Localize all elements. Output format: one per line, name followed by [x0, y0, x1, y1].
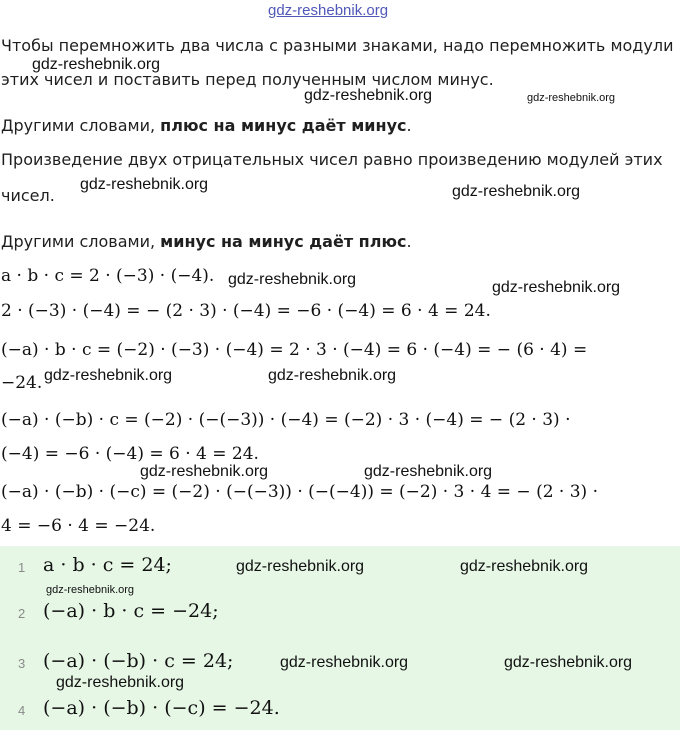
math-line: a · b · c = 2 · (−3) · (−4). — [1, 266, 215, 286]
watermark: gdz-reshebnik.org — [492, 279, 621, 296]
watermark: gdz-reshebnik.org — [268, 367, 397, 384]
answer-expression: (−a) · b · c = −24; — [43, 600, 219, 622]
answer-expression: a · b · c = 24; — [43, 554, 172, 576]
watermark: gdz-reshebnik.org — [280, 654, 409, 671]
watermark: gdz-reshebnik.org — [304, 87, 433, 104]
summary-suffix: . — [406, 232, 412, 251]
math-line: (−a) · b · c = (−2) · (−3) · (−4) = 2 · 3 · (−4) = 6 · (−4) = − (6 · 4) = — [1, 340, 588, 360]
answer-number: 1 — [18, 560, 26, 575]
watermark: gdz-reshebnik.org — [228, 271, 357, 288]
rule-paragraph-line: Чтобы перемножить два числа с разными знаками, надо перемножить модули — [1, 36, 674, 55]
math-line: 4 = −6 · 4 = −24. — [1, 516, 156, 536]
rule-paragraph-line: Произведение двух отрицательных чисел равно произведению модулей этих — [1, 150, 663, 169]
watermark: gdz-reshebnik.org — [46, 584, 135, 596]
watermark-top: gdz-reshebnik.org — [268, 2, 389, 19]
summary-prefix: Другими словами, — [1, 232, 161, 251]
watermark: gdz-reshebnik.org — [504, 654, 633, 671]
math-line: −24. — [1, 373, 43, 393]
answer-number: 2 — [18, 606, 26, 621]
watermark: gdz-reshebnik.org — [527, 92, 616, 104]
summary-plus-minus — [1, 108, 677, 144]
math-line: (−4) = −6 · (−4) = 6 · 4 = 24. — [1, 444, 259, 464]
answer-row — [0, 697, 680, 727]
answer-number: 4 — [18, 703, 26, 718]
watermark: gdz-reshebnik.org — [80, 176, 209, 193]
math-line: (−a) · (−b) · c = (−2) · (−(−3)) · (−4) = (−2) · 3 · (−4) = − (2 · 3) · — [1, 410, 571, 430]
watermark: gdz-reshebnik.org — [236, 558, 365, 575]
watermark: gdz-reshebnik.org — [56, 674, 185, 691]
answers-panel — [0, 546, 680, 730]
answer-expression: (−a) · (−b) · c = 24; — [43, 650, 234, 672]
summary-prefix: Другими словами, — [1, 116, 161, 135]
watermark: gdz-reshebnik.org — [452, 183, 581, 200]
rule-paragraph-line: этих чисел и поставить перед полученным числом минус. — [1, 70, 494, 89]
summary-suffix: . — [406, 116, 412, 135]
answer-expression: (−a) · (−b) · (−c) = −24. — [43, 697, 280, 719]
watermark: gdz-reshebnik.org — [364, 463, 493, 480]
watermark: gdz-reshebnik.org — [460, 558, 589, 575]
summary-minus-minus — [1, 224, 677, 260]
watermark: gdz-reshebnik.org — [44, 367, 173, 384]
math-line: (−a) · (−b) · (−c) = (−2) · (−(−3)) · (−(−4)) = (−2) · 3 · 4 = − (2 · 3) · — [1, 482, 599, 502]
rule-paragraph-line: чисел. — [1, 186, 55, 205]
answer-number: 3 — [18, 656, 26, 671]
answer-row — [0, 600, 680, 630]
summary-bold: минус на минус даёт плюс — [160, 232, 407, 251]
math-line: 2 · (−3) · (−4) = − (2 · 3) · (−4) = −6 · (−4) = 6 · 4 = 24. — [1, 301, 491, 321]
summary-bold: плюс на минус даёт минус — [160, 116, 407, 135]
watermark: gdz-reshebnik.org — [140, 463, 269, 480]
watermark: gdz-reshebnik.org — [32, 56, 161, 73]
